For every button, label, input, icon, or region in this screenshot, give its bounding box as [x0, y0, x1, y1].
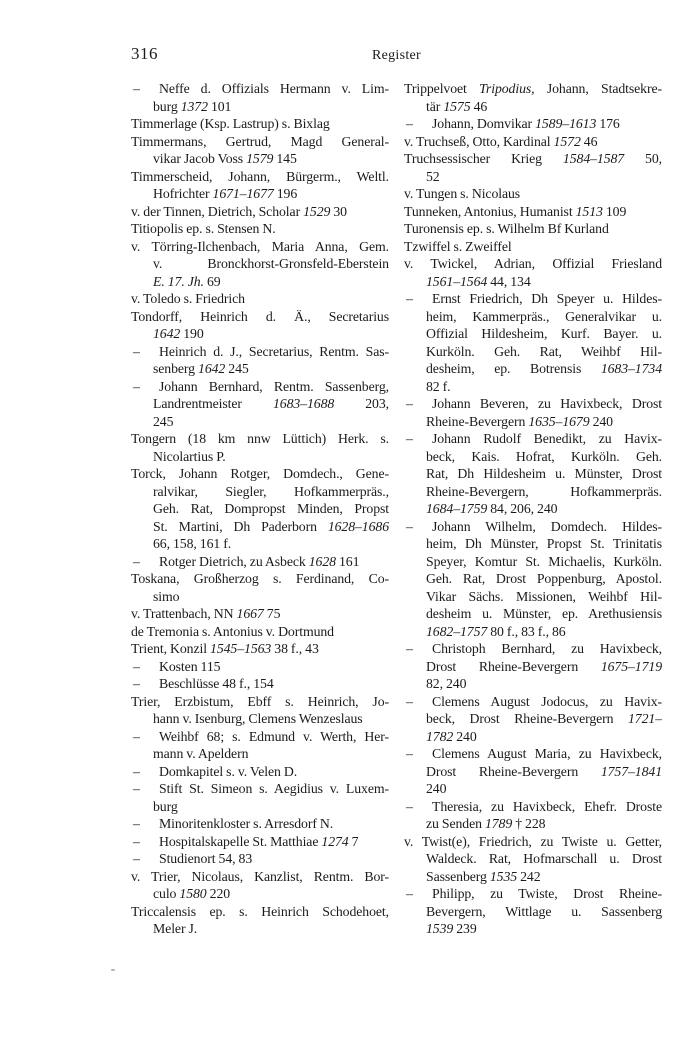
- register-line: [131, 903, 389, 921]
- italic-date-text: 1561–1564: [426, 273, 488, 289]
- register-line: [404, 325, 662, 343]
- entry-text: Triccalensis ep. s. Heinrich Schodehoet,: [131, 903, 389, 919]
- entry-text: St. Martini, Dh Paderborn: [153, 518, 328, 534]
- entry-text: v. Twickel, Adrian, Offizial Friesland: [404, 256, 662, 271]
- entry-text: Trier, Erzbistum, Ebff s. Heinrich, Jo-: [131, 693, 389, 709]
- entry-text: Tunneken, Antonius, Humanist: [404, 203, 576, 219]
- entry-text: 82, 240: [426, 676, 467, 691]
- entry-text: 82 f.: [426, 378, 451, 394]
- entry-text: 176: [596, 116, 620, 131]
- entry-text: Johann, Domvikar: [432, 116, 536, 131]
- entry-text: Ernst Friedrich, Dh Speyer u. Hildes-: [432, 291, 662, 306]
- register-line: [404, 413, 662, 431]
- italic-date-text: 1782: [426, 728, 454, 744]
- register-line: [404, 535, 662, 553]
- entry-text: beck, Drost Rheine-Bevergern: [426, 711, 628, 726]
- entry-text: 80 f., 83 f., 86: [487, 623, 566, 639]
- register-line: [131, 885, 389, 903]
- entry-text: 240: [426, 781, 447, 796]
- italic-date-text: 1642: [198, 361, 226, 376]
- italic-date-text: 1274: [321, 833, 349, 849]
- entry-text: 38 f., 43: [271, 641, 319, 656]
- italic-date-text: 1545–1563: [210, 641, 272, 656]
- entry-text: burg: [153, 98, 181, 114]
- entry-text: 239: [453, 921, 477, 936]
- entry-text: v. Trier, Nicolaus, Kanzlist, Rentm. Bor-: [131, 868, 389, 884]
- register-line: [404, 500, 662, 518]
- entry-text: 50,: [624, 151, 662, 166]
- register-line: [131, 343, 389, 361]
- register-line: [404, 343, 662, 361]
- register-line: [404, 570, 662, 588]
- entry-text: Drost Rheine-Bevergern: [426, 763, 601, 779]
- entry-text: Timmerlage (Ksp. Lastrup) s. Bixlag: [131, 116, 330, 131]
- entry-dash: –: [133, 851, 140, 866]
- entry-text: tär: [426, 98, 444, 114]
- entry-text: v. Tungen s. Nicolaus: [404, 186, 521, 201]
- entry-text: 196: [273, 186, 298, 201]
- register-line: [404, 658, 662, 676]
- entry-text: Johann Bernhard, Rentm. Sassenberg,: [159, 378, 389, 394]
- register-line: [404, 745, 662, 763]
- entry-text: Truchsessischer Krieg: [404, 151, 563, 166]
- entry-text: Domkapitel s. v. Velen D.: [159, 763, 298, 779]
- entry-text: v. der Tinnen, Dietrich, Scholar: [131, 203, 304, 219]
- entry-text: Toskana, Großherzog s. Ferdinand, Co-: [131, 571, 389, 586]
- register-column-left: [131, 80, 389, 938]
- entry-text: v. Twist(e), Friedrich, zu Twiste u. Getter,: [404, 833, 662, 849]
- register-line: [404, 885, 662, 903]
- register-line: [131, 693, 389, 711]
- register-column-right: [404, 80, 662, 938]
- register-line: [404, 903, 662, 921]
- entry-text: Landrentmeister: [153, 396, 273, 411]
- entry-text: Johann Rudolf Benedikt, zu Havix-: [432, 431, 662, 446]
- entry-text: 44, 134: [487, 273, 531, 289]
- register-line: [131, 290, 389, 308]
- register-line: [404, 255, 662, 273]
- register-line: [131, 395, 389, 413]
- entry-text: zu Senden: [426, 816, 485, 831]
- entry-dash: –: [133, 81, 140, 96]
- italic-date-text: 1684–1759: [426, 501, 488, 516]
- register-line: [131, 518, 389, 536]
- italic-date-text: 1529: [303, 203, 331, 219]
- entry-dash: –: [133, 378, 140, 394]
- register-line: [404, 518, 662, 536]
- register-line: [404, 220, 662, 238]
- italic-date-text: 1535: [489, 868, 518, 884]
- entry-text: v. Toledo s. Friedrich: [131, 291, 245, 306]
- entry-text: v. Truchseß, Otto, Kardinal: [404, 133, 554, 149]
- entry-text: Hospitalskapelle St. Matthiae: [159, 833, 322, 849]
- register-line: [131, 780, 389, 798]
- entry-text: Offizial Hildesheim, Kurf. Bayer. u.: [426, 326, 662, 341]
- entry-text: Timmermans, Gertrud, Magd General-: [131, 133, 389, 149]
- register-line: [131, 553, 389, 571]
- italic-date-text: 1683–1688: [272, 396, 335, 411]
- register-line: [404, 693, 662, 711]
- entry-text: Nicolartius P.: [153, 448, 226, 464]
- entry-dash: –: [406, 641, 413, 656]
- register-line: [404, 780, 662, 798]
- register-line: [131, 308, 389, 326]
- italic-date-text: 1635–1679: [528, 413, 590, 429]
- register-line: [404, 728, 662, 746]
- italic-date-text: 1579: [246, 151, 274, 166]
- register-line: [404, 308, 662, 326]
- entry-text: Geh. Rat, Drost Poppenburg, Apostol.: [426, 571, 662, 586]
- register-line: [131, 623, 389, 641]
- italic-date-text: 1575: [443, 98, 471, 114]
- entry-text: Heinrich d. J., Secretarius, Rentm. Sas-: [159, 343, 389, 359]
- register-line: [404, 710, 662, 728]
- register-line: [404, 763, 662, 781]
- entry-text: 109: [602, 203, 627, 219]
- register-line: [404, 203, 662, 221]
- register-line: [131, 98, 389, 116]
- register-line: [404, 588, 662, 606]
- entry-text: Kurköln. Geh. Rat, Weihbf Hil-: [426, 343, 662, 359]
- register-line: [131, 465, 389, 483]
- register-line: [131, 500, 389, 518]
- italic-date-text: 1580: [179, 886, 207, 901]
- entry-text: Clemens August Maria, zu Havixbeck,: [432, 746, 662, 761]
- register-line: [404, 605, 662, 623]
- register-line: [404, 553, 662, 571]
- entry-dash: –: [406, 746, 413, 761]
- entry-text: Christoph Bernhard, zu Havixbeck,: [432, 641, 662, 656]
- entry-dash: –: [133, 553, 140, 569]
- italic-date-text: 1372: [180, 98, 208, 114]
- register-line: [404, 238, 662, 256]
- entry-text: 52: [426, 168, 440, 184]
- italic-date-text: 1683–1734: [600, 361, 662, 376]
- entry-text: Tzwiffel s. Zweiffel: [404, 238, 512, 254]
- entry-dash: –: [133, 728, 140, 744]
- entry-text: Tondorff, Heinrich d. Ä., Secretarius: [131, 308, 389, 324]
- entry-text: Sassenberg: [426, 868, 490, 884]
- entry-text: Johann Beveren, zu Havixbeck, Drost: [432, 396, 662, 411]
- register-line: [131, 850, 389, 868]
- entry-text: 190: [180, 326, 204, 341]
- entry-text: 203,: [334, 396, 389, 411]
- page-number: 316: [131, 44, 158, 63]
- entry-text: 240: [453, 728, 477, 744]
- register-line: [404, 378, 662, 396]
- entry-text: Kosten 115: [159, 658, 221, 674]
- register-line: [404, 98, 662, 116]
- entry-text: Theresia, zu Havixbeck, Ehefr. Droste: [432, 798, 662, 814]
- italic-date-text: 1539: [426, 921, 454, 936]
- register-line: [131, 798, 389, 816]
- entry-text: Neffe d. Offizials Hermann v. Lim-: [159, 81, 389, 96]
- entry-text: Speyer, Komtur St. Michaelis, Kurköln.: [426, 553, 662, 569]
- entry-dash: –: [406, 116, 413, 131]
- register-line: [131, 220, 389, 238]
- italic-date-text: 1628: [308, 553, 336, 569]
- register-line: [131, 168, 389, 186]
- register-line: [131, 588, 389, 606]
- entry-text: v. Bronckhorst-Gronsfeld-Eberstein: [153, 256, 389, 271]
- register-line: [404, 290, 662, 308]
- register-line: [404, 868, 662, 886]
- entry-text: 101: [207, 98, 232, 114]
- entry-text: Philipp, zu Twiste, Drost Rheine-: [432, 886, 662, 901]
- register-line: [404, 273, 662, 291]
- register-line: [131, 360, 389, 378]
- register-line: [404, 360, 662, 378]
- register-columns: [131, 80, 662, 938]
- entry-text: 69: [203, 273, 221, 289]
- register-line: [131, 238, 389, 256]
- register-line: [404, 623, 662, 641]
- entry-text: senberg: [153, 361, 199, 376]
- entry-text: Trient, Konzil: [131, 641, 211, 656]
- entry-text: Turonensis ep. s. Wilhelm Bf Kurland: [404, 221, 609, 236]
- entry-text: Studienort 54, 83: [159, 851, 253, 866]
- entry-text: culo: [153, 886, 180, 901]
- register-line: [131, 80, 389, 98]
- entry-dash: –: [406, 798, 413, 814]
- scan-artifact-speck: [111, 969, 115, 971]
- entry-text: de Tremonia s. Antonius v. Dortmund: [131, 623, 334, 639]
- register-line: [131, 378, 389, 396]
- entry-dash: –: [133, 833, 140, 849]
- register-line: [131, 133, 389, 151]
- entry-text: 245: [225, 361, 249, 376]
- register-line: [131, 203, 389, 221]
- entry-text: 66, 158, 161 f.: [153, 536, 232, 551]
- register-line: [404, 150, 662, 168]
- italic-date-text: 1589–1613: [535, 116, 597, 131]
- entry-text: Stift St. Simeon s. Aegidius v. Luxem-: [159, 781, 389, 796]
- register-line: [404, 815, 662, 833]
- entry-text: 46: [470, 98, 488, 114]
- entry-text: Drost Rheine-Bevergern: [426, 658, 601, 674]
- entry-text: Rheine-Bevergern: [426, 413, 529, 429]
- entry-text: v. Törring-Ilchenbach, Maria Anna, Gem.: [131, 238, 389, 254]
- register-line: [131, 483, 389, 501]
- entry-text: Rat, Dh Hildesheim u. Münster, Drost: [426, 466, 662, 481]
- register-line: [131, 920, 389, 938]
- entry-text: Titiopolis ep. s. Stensen N.: [131, 221, 276, 236]
- entry-text: 75: [263, 606, 281, 621]
- italic-date-text: 1584–1587: [562, 151, 625, 166]
- entry-text: 220: [206, 886, 231, 901]
- register-line: [131, 605, 389, 623]
- entry-text: 30: [330, 203, 347, 219]
- register-line: [131, 658, 389, 676]
- italic-date-text: 1757–1841: [600, 763, 662, 779]
- entry-text: desheim u. Münster, ep. Arethusiensis: [426, 606, 662, 621]
- entry-text: Timmerscheid, Johann, Bürgerm., Weltl.: [131, 168, 389, 184]
- italic-date-text: E. 17. Jh.: [153, 273, 204, 289]
- register-line: [131, 413, 389, 431]
- italic-date-text: 1789: [484, 816, 513, 831]
- entry-text: Meler J.: [153, 921, 198, 936]
- entry-text: desheim, ep. Botrensis: [426, 361, 601, 376]
- entry-text: Tongern (18 km nnw Lüttich) Herk. s.: [131, 431, 389, 446]
- entry-dash: –: [133, 781, 140, 796]
- entry-text: Johann, Stadtsekre-: [534, 81, 662, 96]
- entry-text: Rheine-Bevergern, Hofkammerpräs.: [426, 483, 662, 499]
- italic-date-text: 1667: [236, 606, 264, 621]
- entry-text: 84, 206, 240: [487, 501, 558, 516]
- entry-text: beck, Kais. Hofrat, Kurköln. Geh.: [426, 448, 662, 464]
- register-line: [131, 710, 389, 728]
- italic-date-text: 1671–1677: [212, 186, 274, 201]
- italic-date-text: 1513: [575, 203, 603, 219]
- register-line: [404, 465, 662, 483]
- register-line: [404, 798, 662, 816]
- register-line: [131, 535, 389, 553]
- entry-text: 46: [580, 133, 598, 149]
- entry-text: 245: [153, 413, 174, 429]
- entry-text: Torck, Johann Rotger, Domdech., Gene-: [131, 466, 389, 481]
- register-line: [131, 763, 389, 781]
- entry-text: 242: [517, 868, 541, 884]
- running-title: Register: [371, 48, 422, 63]
- register-line: [131, 815, 389, 833]
- italic-date-text: 1628–1686: [327, 518, 389, 534]
- entry-text: 161: [335, 553, 360, 569]
- entry-text: Bevergern, Wittlage u. Sassenberg: [426, 903, 662, 919]
- italic-date-text: Tripodius,: [479, 81, 535, 96]
- register-line: [404, 850, 662, 868]
- register-line: [131, 448, 389, 466]
- entry-dash: –: [406, 518, 413, 534]
- entry-dash: –: [406, 693, 413, 709]
- entry-text: burg: [153, 798, 178, 814]
- register-line: [404, 395, 662, 413]
- entry-text: Vikar Sächs. Missionen, Weihbf Hil-: [426, 588, 662, 604]
- entry-text: heim, Kammerpräs., Generalvikar u.: [426, 308, 662, 324]
- italic-date-text: 1721–: [628, 711, 662, 726]
- register-line: [404, 115, 662, 133]
- entry-text: hann v. Isenburg, Clemens Wenzeslaus: [153, 711, 363, 726]
- register-line: [404, 920, 662, 938]
- italic-date-text: 1642: [153, 326, 181, 341]
- register-line: [131, 185, 389, 203]
- entry-text: Waldeck. Rat, Hofmarschall u. Drost: [426, 851, 662, 866]
- entry-text: heim, Dh Münster, Propst St. Trinitatis: [426, 536, 662, 551]
- register-line: [131, 570, 389, 588]
- register-line: [131, 150, 389, 168]
- register-line: [131, 728, 389, 746]
- italic-date-text: 1572: [553, 133, 581, 149]
- entry-text: ralvikar, Siegler, Hofkammerpräs.,: [153, 483, 389, 499]
- italic-date-text: 1682–1757: [426, 623, 488, 639]
- entry-text: Minoritenkloster s. Arresdorf N.: [159, 816, 334, 831]
- entry-text: Clemens August Jodocus, zu Havix-: [432, 693, 662, 709]
- entry-dash: –: [406, 886, 413, 901]
- entry-text: vikar Jacob Voss: [153, 151, 247, 166]
- register-line: [404, 430, 662, 448]
- entry-dash: –: [133, 816, 140, 831]
- entry-text: v. Trattenbach, NN: [131, 606, 237, 621]
- entry-text: 240: [589, 413, 613, 429]
- entry-dash: –: [406, 291, 413, 306]
- register-line: [131, 868, 389, 886]
- register-line: [404, 640, 662, 658]
- entry-dash: –: [133, 343, 140, 359]
- entry-dash: –: [133, 658, 140, 674]
- entry-text: Johann Wilhelm, Domdech. Hildes-: [432, 518, 662, 534]
- italic-date-text: 1675–1719: [600, 658, 662, 674]
- register-line: [131, 640, 389, 658]
- entry-text: simo: [153, 588, 180, 604]
- register-line: [131, 675, 389, 693]
- register-line: [404, 133, 662, 151]
- entry-text: 7: [348, 833, 359, 849]
- register-line: [131, 833, 389, 851]
- entry-text: Trippelvoet: [404, 81, 480, 96]
- entry-text: Geh. Rat, Dompropst Minden, Propst: [153, 501, 389, 516]
- register-line: [404, 168, 662, 186]
- entry-text: mann v. Apeldern: [153, 746, 249, 761]
- entry-text: † 228: [512, 816, 546, 831]
- register-line: [131, 115, 389, 133]
- entry-dash: –: [133, 676, 140, 691]
- register-line: [404, 80, 662, 98]
- register-line: [131, 430, 389, 448]
- entry-dash: –: [406, 396, 413, 411]
- entry-text: Hofrichter: [153, 186, 213, 201]
- register-line: [404, 483, 662, 501]
- entry-text: Weihbf 68; s. Edmund v. Werth, Her-: [159, 728, 389, 744]
- entry-text: Beschlüsse 48 f., 154: [159, 676, 274, 691]
- register-line: [131, 745, 389, 763]
- register-line: [404, 833, 662, 851]
- register-line: [131, 325, 389, 343]
- register-line: [404, 185, 662, 203]
- register-line: [131, 255, 389, 273]
- register-line: [131, 273, 389, 291]
- entry-dash: –: [133, 763, 140, 779]
- entry-dash: –: [406, 431, 413, 446]
- entry-text: Rotger Dietrich, zu Asbeck: [159, 553, 309, 569]
- entry-text: 145: [273, 151, 297, 166]
- register-line: [404, 675, 662, 693]
- register-line: [404, 448, 662, 466]
